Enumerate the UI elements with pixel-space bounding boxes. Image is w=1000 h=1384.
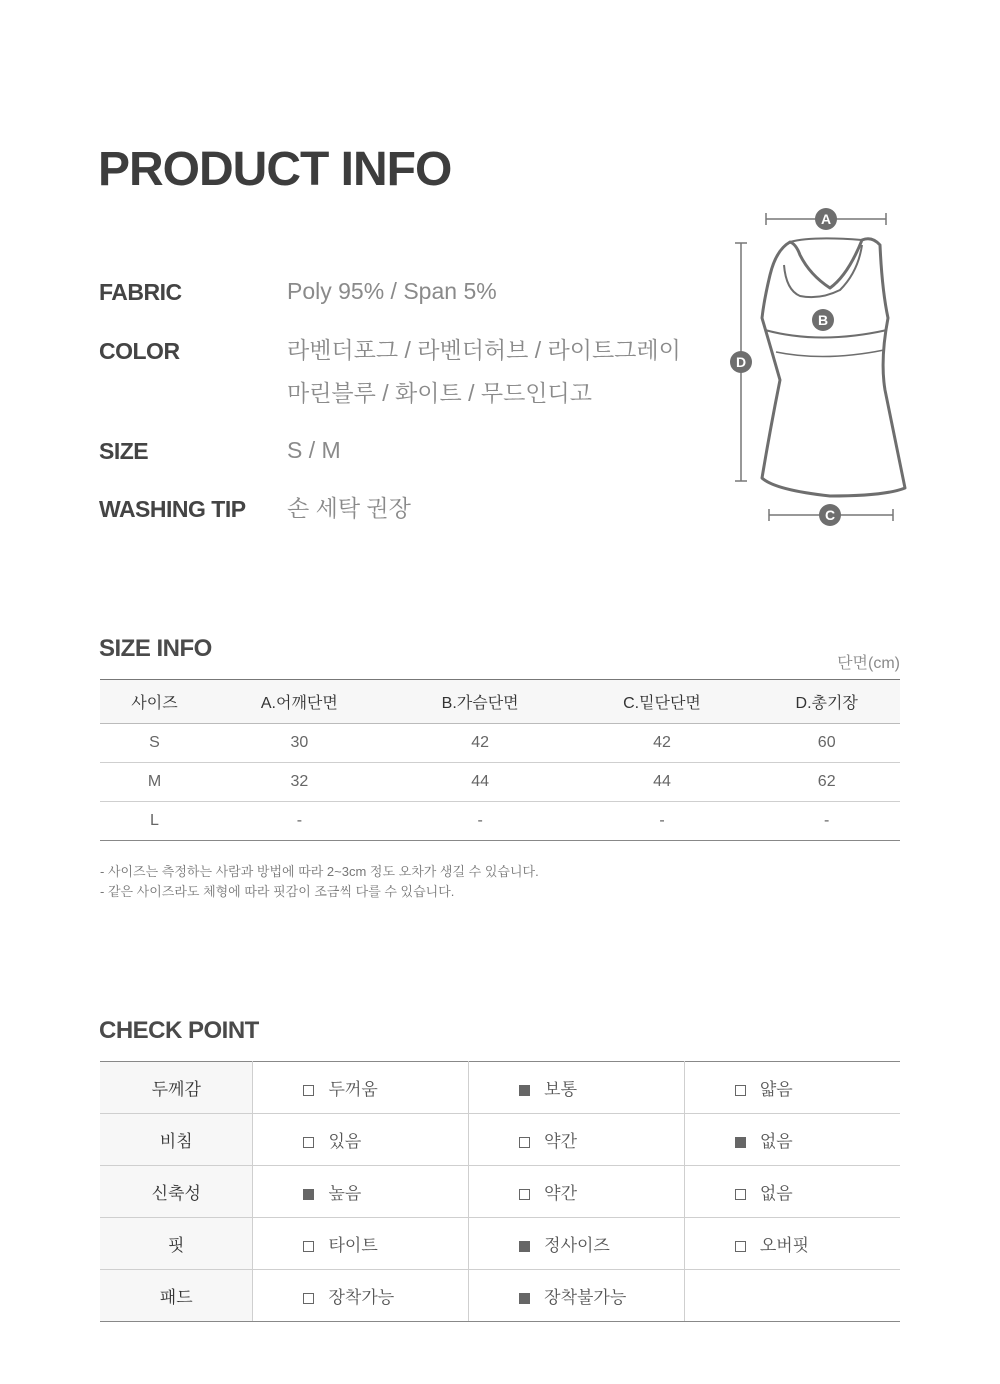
page-title: PRODUCT INFO [98, 143, 452, 196]
check-option [469, 1114, 685, 1166]
checked-box-icon [519, 1293, 530, 1304]
size-header: B.가슴단면 [390, 680, 571, 724]
check-row-label: 패드 [100, 1270, 253, 1322]
color-value-line2: 마린블루 / 화이트 / 무드인디고 [287, 380, 592, 406]
size-cell: - [209, 802, 390, 841]
check-option-label: 높음 [328, 1184, 362, 1203]
size-cell: S [100, 724, 209, 763]
check-option-label: 없음 [759, 1132, 793, 1151]
size-cell: 44 [571, 763, 754, 802]
check-option-label: 정사이즈 [544, 1236, 610, 1255]
size-note: - 사이즈는 측정하는 사람과 방법에 따라 2~3cm 정도 오차가 생길 수 있습니다. [100, 864, 539, 879]
fabric-label: FABRIC [99, 279, 182, 305]
size-table [100, 679, 900, 841]
check-option [684, 1062, 900, 1114]
check-option-label: 오버핏 [759, 1236, 810, 1255]
unchecked-box-icon [303, 1085, 314, 1096]
size-note: - 같은 사이즈라도 체형에 따라 핏감이 조금씩 다를 수 있습니다. [100, 884, 455, 899]
check-option [253, 1218, 469, 1270]
size-cell: 32 [209, 763, 390, 802]
size-header: A.어깨단면 [209, 680, 390, 724]
table-row [100, 802, 900, 841]
check-row-label: 핏 [100, 1218, 253, 1270]
check-option [469, 1218, 685, 1270]
check-point-title: CHECK POINT [99, 1017, 259, 1044]
size-cell: 42 [390, 724, 571, 763]
check-option [684, 1114, 900, 1166]
check-option-label: 약간 [544, 1132, 577, 1151]
size-header: 사이즈 [100, 680, 209, 724]
check-option-label: 장착불가능 [544, 1288, 627, 1307]
size-cell: 30 [209, 724, 390, 763]
checked-box-icon [519, 1241, 530, 1252]
checked-box-icon [519, 1085, 530, 1096]
size-cell: 62 [753, 763, 900, 802]
unchecked-box-icon [519, 1137, 530, 1148]
label-a: A [820, 211, 832, 227]
table-row [100, 1166, 900, 1218]
size-cell: - [753, 802, 900, 841]
washing-tip-label: WASHING TIP [99, 496, 246, 522]
label-b: B [817, 312, 829, 328]
check-option [469, 1062, 685, 1114]
table-row [100, 1218, 900, 1270]
fabric-value: Poly 95% / Span 5% [287, 278, 497, 304]
check-point-table [100, 1061, 900, 1322]
unchecked-box-icon [735, 1241, 746, 1252]
table-row [100, 1062, 900, 1114]
check-option [684, 1218, 900, 1270]
size-cell: 44 [390, 763, 571, 802]
size-notes [100, 862, 539, 902]
label-c: C [824, 507, 836, 523]
check-option-label: 있음 [328, 1132, 362, 1151]
unchecked-box-icon [303, 1137, 314, 1148]
color-value-line1: 라벤더포그 / 라벤더허브 / 라이트그레이 [287, 337, 681, 363]
unchecked-box-icon [735, 1189, 746, 1200]
check-option [253, 1166, 469, 1218]
check-option [684, 1166, 900, 1218]
check-option-label: 보통 [544, 1080, 577, 1099]
unchecked-box-icon [519, 1189, 530, 1200]
size-cell: - [390, 802, 571, 841]
check-option-label: 얇음 [759, 1080, 793, 1099]
size-unit: 단면(cm) [837, 655, 900, 672]
check-option-label: 없음 [759, 1184, 793, 1203]
check-row-label: 비침 [100, 1114, 253, 1166]
table-row [100, 1270, 900, 1322]
check-option [469, 1166, 685, 1218]
size-cell: M [100, 763, 209, 802]
washing-tip-value: 손 세탁 권장 [287, 495, 411, 521]
size-cell: - [571, 802, 754, 841]
unchecked-box-icon [303, 1241, 314, 1252]
table-row [100, 724, 900, 763]
checked-box-icon [303, 1189, 314, 1200]
check-option [253, 1114, 469, 1166]
size-cell: 60 [753, 724, 900, 763]
check-row-label: 두께감 [100, 1062, 253, 1114]
check-option [253, 1062, 469, 1114]
size-value: S / M [287, 437, 341, 463]
checked-box-icon [735, 1137, 746, 1148]
check-option [253, 1270, 469, 1322]
size-cell: 42 [571, 724, 754, 763]
check-option-label: 약간 [544, 1184, 577, 1203]
check-option [469, 1270, 685, 1322]
size-header: C.밑단단면 [571, 680, 754, 724]
size-label: SIZE [99, 438, 149, 464]
check-option-label: 타이트 [328, 1236, 378, 1255]
check-option [684, 1270, 900, 1322]
label-d: D [735, 354, 747, 370]
size-header: D.총기장 [753, 680, 900, 724]
unchecked-box-icon [735, 1085, 746, 1096]
color-label: COLOR [99, 338, 180, 364]
size-cell: L [100, 802, 209, 841]
size-info-title: SIZE INFO [99, 635, 212, 662]
check-row-label: 신축성 [100, 1166, 253, 1218]
garment-diagram [725, 205, 915, 535]
check-option-label: 두꺼움 [328, 1080, 378, 1099]
table-row [100, 1114, 900, 1166]
unchecked-box-icon [303, 1293, 314, 1304]
check-option-label: 장착가능 [328, 1288, 395, 1307]
table-row [100, 763, 900, 802]
